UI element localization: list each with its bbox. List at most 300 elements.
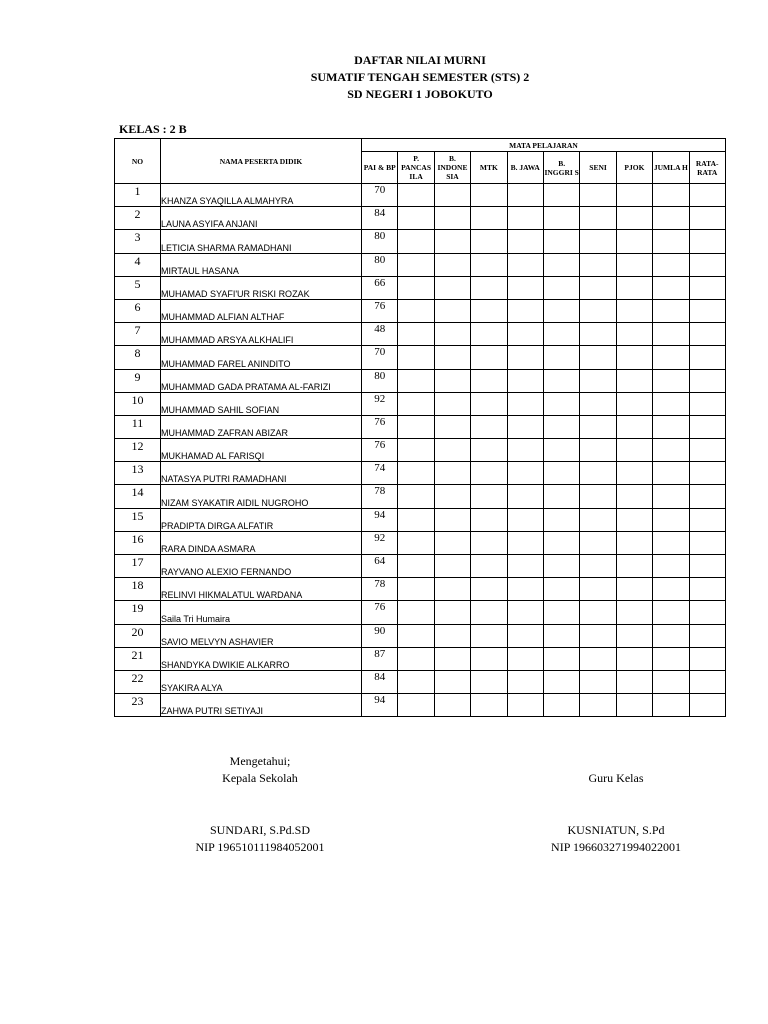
student-name: RELINVI HIKMALATUL WARDANA (161, 578, 362, 601)
document-header (0, 52, 768, 103)
student-name: MUHAMMAD ALFIAN ALTHAF (161, 299, 362, 322)
score-cell-empty (507, 462, 543, 485)
score-cell-empty (398, 184, 434, 207)
principal-role: Kepala Sekolah (222, 771, 298, 785)
score-cell-empty (653, 392, 689, 415)
score-cell-empty (689, 323, 725, 346)
table-row (115, 346, 726, 369)
student-name: NIZAM SYAKATIR AIDIL NUGROHO (161, 485, 362, 508)
score-cell-empty (543, 230, 579, 253)
score-cell-empty (689, 346, 725, 369)
score-cell-empty (616, 392, 652, 415)
score-pai: 76 (362, 439, 398, 462)
score-cell-empty (507, 415, 543, 438)
score-cell-empty (543, 624, 579, 647)
score-cell-empty (507, 670, 543, 693)
student-name: SAVIO MELVYN ASHAVIER (161, 624, 362, 647)
score-cell-empty (471, 346, 507, 369)
score-cell-empty (689, 462, 725, 485)
score-cell-empty (398, 485, 434, 508)
table-row (115, 694, 726, 717)
score-cell-empty (434, 439, 470, 462)
score-cell-empty (653, 670, 689, 693)
score-cell-empty (543, 462, 579, 485)
score-pai: 92 (362, 392, 398, 415)
document-subtitle: SUMATIF TENGAH SEMESTER (STS) 2 (310, 70, 530, 84)
score-cell-empty (398, 392, 434, 415)
table-row (115, 578, 726, 601)
score-cell-empty (398, 601, 434, 624)
score-cell-empty (434, 531, 470, 554)
header-subject: PAI & BP (362, 152, 398, 184)
score-cell-empty (434, 694, 470, 717)
score-cell-empty (616, 415, 652, 438)
row-number: 13 (115, 462, 161, 485)
score-cell-empty (507, 369, 543, 392)
score-pai: 87 (362, 647, 398, 670)
score-cell-empty (434, 508, 470, 531)
score-cell-empty (543, 670, 579, 693)
row-number: 4 (115, 253, 161, 276)
header-subject: P. PANCAS ILA (398, 152, 434, 184)
row-number: 15 (115, 508, 161, 531)
score-cell-empty (580, 415, 616, 438)
header-subject: B. INDONE SIA (434, 152, 470, 184)
row-number: 9 (115, 369, 161, 392)
student-name: MIRTAUL HASANA (161, 253, 362, 276)
header-no: NO (115, 139, 161, 184)
table-row (115, 369, 726, 392)
score-cell-empty (580, 299, 616, 322)
teacher-name: KUSNIATUN, S.Pd (567, 823, 665, 837)
score-cell-empty (434, 647, 470, 670)
score-cell-empty (471, 439, 507, 462)
student-name: PRADIPTA DIRGA ALFATIR (161, 508, 362, 531)
table-row (115, 276, 726, 299)
table-row (115, 670, 726, 693)
score-pai: 90 (362, 624, 398, 647)
score-cell-empty (398, 647, 434, 670)
score-cell-empty (434, 276, 470, 299)
score-cell-empty (507, 485, 543, 508)
score-cell-empty (653, 485, 689, 508)
score-pai: 76 (362, 601, 398, 624)
score-cell-empty (471, 555, 507, 578)
score-cell-empty (434, 184, 470, 207)
score-cell-empty (398, 230, 434, 253)
score-cell-empty (434, 207, 470, 230)
score-cell-empty (471, 392, 507, 415)
score-pai: 94 (362, 508, 398, 531)
score-cell-empty (471, 578, 507, 601)
row-number: 10 (115, 392, 161, 415)
score-cell-empty (689, 555, 725, 578)
teacher-nip: NIP 196603271994022001 (551, 840, 681, 854)
score-cell-empty (689, 369, 725, 392)
score-cell-empty (653, 578, 689, 601)
score-cell-empty (471, 601, 507, 624)
score-cell-empty (689, 392, 725, 415)
table-row (115, 462, 726, 485)
score-cell-empty (507, 207, 543, 230)
table-row (115, 555, 726, 578)
score-cell-empty (689, 647, 725, 670)
student-name: NATASYA PUTRI RAMADHANI (161, 462, 362, 485)
score-cell-empty (689, 485, 725, 508)
table-row (115, 415, 726, 438)
score-cell-empty (580, 392, 616, 415)
score-cell-empty (471, 508, 507, 531)
score-cell-empty (580, 276, 616, 299)
score-cell-empty (689, 508, 725, 531)
score-cell-empty (689, 415, 725, 438)
row-number: 11 (115, 415, 161, 438)
student-name: MUHAMAD SYAFI'UR RISKI ROZAK (161, 276, 362, 299)
score-cell-empty (543, 555, 579, 578)
score-cell-empty (543, 439, 579, 462)
score-cell-empty (398, 624, 434, 647)
score-cell-empty (507, 439, 543, 462)
score-cell-empty (507, 601, 543, 624)
row-number: 8 (115, 346, 161, 369)
header-subject: B. JAWA (507, 152, 543, 184)
table-row (115, 624, 726, 647)
score-cell-empty (507, 624, 543, 647)
row-number: 16 (115, 531, 161, 554)
document-title: DAFTAR NILAI MURNI (354, 53, 486, 67)
score-cell-empty (434, 253, 470, 276)
score-cell-empty (689, 299, 725, 322)
score-cell-empty (689, 276, 725, 299)
score-cell-empty (580, 670, 616, 693)
score-cell-empty (580, 253, 616, 276)
student-name: MUHAMMAD ARSYA ALKHALIFI (161, 323, 362, 346)
score-cell-empty (580, 485, 616, 508)
row-number: 18 (115, 578, 161, 601)
row-number: 6 (115, 299, 161, 322)
grades-body (115, 184, 726, 717)
score-cell-empty (653, 253, 689, 276)
row-number: 3 (115, 230, 161, 253)
score-cell-empty (653, 207, 689, 230)
score-cell-empty (398, 415, 434, 438)
score-cell-empty (580, 462, 616, 485)
table-row (115, 485, 726, 508)
score-cell-empty (543, 184, 579, 207)
score-cell-empty (543, 253, 579, 276)
score-cell-empty (580, 578, 616, 601)
student-name: MUHAMMAD GADA PRATAMA AL-FARIZI (161, 369, 362, 392)
score-cell-empty (689, 253, 725, 276)
score-cell-empty (471, 299, 507, 322)
student-name: MUHAMMAD FAREL ANINDITO (161, 346, 362, 369)
row-number: 22 (115, 670, 161, 693)
score-cell-empty (507, 578, 543, 601)
score-cell-empty (507, 230, 543, 253)
score-cell-empty (616, 485, 652, 508)
header-subject: RATA- RATA (689, 152, 725, 184)
score-cell-empty (434, 299, 470, 322)
score-cell-empty (434, 230, 470, 253)
score-cell-empty (507, 694, 543, 717)
score-cell-empty (616, 207, 652, 230)
score-cell-empty (616, 670, 652, 693)
score-cell-empty (653, 276, 689, 299)
row-number: 20 (115, 624, 161, 647)
row-number: 7 (115, 323, 161, 346)
score-pai: 76 (362, 415, 398, 438)
table-row (115, 230, 726, 253)
score-cell-empty (653, 647, 689, 670)
score-cell-empty (398, 578, 434, 601)
score-cell-empty (580, 369, 616, 392)
score-cell-empty (653, 323, 689, 346)
score-pai: 84 (362, 207, 398, 230)
score-cell-empty (543, 694, 579, 717)
principal-name: SUNDARI, S.Pd.SD (209, 823, 311, 837)
score-cell-empty (507, 276, 543, 299)
score-cell-empty (507, 184, 543, 207)
score-cell-empty (434, 670, 470, 693)
score-cell-empty (398, 555, 434, 578)
student-name: SHANDYKA DWIKIE ALKARRO (161, 647, 362, 670)
score-cell-empty (616, 462, 652, 485)
score-pai: 80 (362, 253, 398, 276)
score-cell-empty (398, 207, 434, 230)
score-cell-empty (398, 253, 434, 276)
score-cell-empty (580, 624, 616, 647)
score-pai: 92 (362, 531, 398, 554)
score-cell-empty (507, 253, 543, 276)
score-cell-empty (653, 508, 689, 531)
score-cell-empty (653, 624, 689, 647)
score-cell-empty (580, 346, 616, 369)
header-subject: JUMLA H (653, 152, 689, 184)
score-cell-empty (689, 531, 725, 554)
score-cell-empty (471, 670, 507, 693)
score-cell-empty (543, 601, 579, 624)
score-cell-empty (434, 601, 470, 624)
score-cell-empty (616, 601, 652, 624)
score-cell-empty (471, 369, 507, 392)
score-cell-empty (507, 555, 543, 578)
score-cell-empty (398, 369, 434, 392)
score-cell-empty (398, 694, 434, 717)
table-row (115, 253, 726, 276)
score-cell-empty (616, 647, 652, 670)
score-cell-empty (543, 531, 579, 554)
header-subject: B. INGGRI S (543, 152, 579, 184)
score-cell-empty (653, 555, 689, 578)
score-cell-empty (616, 184, 652, 207)
score-cell-empty (543, 323, 579, 346)
student-name: MUKHAMAD AL FARISQI (161, 439, 362, 462)
table-row (115, 647, 726, 670)
score-cell-empty (616, 694, 652, 717)
header-subject: MTK (471, 152, 507, 184)
table-row (115, 299, 726, 322)
score-cell-empty (507, 508, 543, 531)
score-cell-empty (507, 346, 543, 369)
table-row (115, 184, 726, 207)
row-number: 23 (115, 694, 161, 717)
score-cell-empty (616, 323, 652, 346)
score-cell-empty (580, 601, 616, 624)
score-cell-empty (507, 531, 543, 554)
score-pai: 84 (362, 670, 398, 693)
score-cell-empty (434, 578, 470, 601)
score-cell-empty (580, 531, 616, 554)
score-cell-empty (580, 184, 616, 207)
student-name: RARA DINDA ASMARA (161, 531, 362, 554)
score-pai: 78 (362, 485, 398, 508)
teacher-role: Guru Kelas (588, 771, 644, 785)
table-row (115, 323, 726, 346)
score-cell-empty (543, 369, 579, 392)
grades-table (114, 138, 726, 717)
score-cell-empty (434, 462, 470, 485)
score-cell-empty (653, 601, 689, 624)
score-cell-empty (398, 462, 434, 485)
score-cell-empty (471, 647, 507, 670)
score-cell-empty (580, 230, 616, 253)
score-pai: 64 (362, 555, 398, 578)
score-cell-empty (653, 369, 689, 392)
student-name: KHANZA SYAQILLA ALMAHYRA (161, 184, 362, 207)
score-cell-empty (580, 439, 616, 462)
row-number: 21 (115, 647, 161, 670)
header-subjects-group: MATA PELAJARAN (362, 139, 726, 152)
score-cell-empty (507, 323, 543, 346)
score-cell-empty (616, 555, 652, 578)
score-cell-empty (653, 439, 689, 462)
student-name: Saila Tri Humaira (161, 601, 362, 624)
score-cell-empty (580, 647, 616, 670)
score-cell-empty (580, 694, 616, 717)
row-number: 14 (115, 485, 161, 508)
score-cell-empty (434, 624, 470, 647)
row-number: 1 (115, 184, 161, 207)
score-cell-empty (580, 323, 616, 346)
score-cell-empty (507, 392, 543, 415)
score-pai: 80 (362, 230, 398, 253)
score-cell-empty (434, 555, 470, 578)
score-cell-empty (580, 207, 616, 230)
score-cell-empty (689, 207, 725, 230)
score-cell-empty (434, 369, 470, 392)
score-cell-empty (689, 439, 725, 462)
student-name: SYAKIRA ALYA (161, 670, 362, 693)
score-cell-empty (471, 184, 507, 207)
score-cell-empty (543, 299, 579, 322)
student-name: MUHAMMAD SAHIL SOFIAN (161, 392, 362, 415)
score-pai: 80 (362, 369, 398, 392)
score-cell-empty (653, 531, 689, 554)
score-cell-empty (653, 299, 689, 322)
student-name: MUHAMMAD ZAFRAN ABIZAR (161, 415, 362, 438)
score-cell-empty (616, 439, 652, 462)
score-cell-empty (471, 485, 507, 508)
table-row (115, 207, 726, 230)
score-cell-empty (653, 346, 689, 369)
score-cell-empty (580, 555, 616, 578)
score-cell-empty (689, 694, 725, 717)
acknowledged-label: Mengetahui; (229, 754, 291, 768)
header-name: NAMA PESERTA DIDIK (161, 139, 362, 184)
score-cell-empty (471, 624, 507, 647)
score-cell-empty (543, 647, 579, 670)
score-cell-empty (398, 346, 434, 369)
score-cell-empty (616, 253, 652, 276)
score-cell-empty (398, 299, 434, 322)
score-cell-empty (471, 276, 507, 299)
score-cell-empty (471, 207, 507, 230)
score-cell-empty (471, 531, 507, 554)
score-cell-empty (471, 230, 507, 253)
header-subject: SENI (580, 152, 616, 184)
score-cell-empty (616, 578, 652, 601)
score-cell-empty (543, 415, 579, 438)
student-name: LETICIA SHARMA RAMADHANI (161, 230, 362, 253)
student-name: RAYVANO ALEXIO FERNANDO (161, 555, 362, 578)
score-cell-empty (653, 184, 689, 207)
score-cell-empty (689, 670, 725, 693)
score-cell-empty (580, 508, 616, 531)
score-cell-empty (543, 276, 579, 299)
score-cell-empty (653, 415, 689, 438)
score-cell-empty (398, 670, 434, 693)
score-cell-empty (434, 485, 470, 508)
score-pai: 76 (362, 299, 398, 322)
header-subject: PJOK (616, 152, 652, 184)
score-cell-empty (543, 346, 579, 369)
score-cell-empty (471, 694, 507, 717)
score-cell-empty (616, 346, 652, 369)
score-pai: 74 (362, 462, 398, 485)
signature-principal (160, 753, 360, 787)
score-cell-empty (543, 207, 579, 230)
score-pai: 66 (362, 276, 398, 299)
score-cell-empty (471, 462, 507, 485)
score-cell-empty (689, 624, 725, 647)
signature-teacher-name-block (516, 822, 716, 856)
score-cell-empty (471, 253, 507, 276)
score-cell-empty (398, 323, 434, 346)
score-cell-empty (434, 323, 470, 346)
student-name: LAUNA ASYIFA ANJANI (161, 207, 362, 230)
score-cell-empty (616, 230, 652, 253)
signature-principal-name-block (160, 822, 360, 856)
score-cell-empty (434, 392, 470, 415)
row-number: 5 (115, 276, 161, 299)
score-cell-empty (434, 415, 470, 438)
row-number: 2 (115, 207, 161, 230)
score-cell-empty (434, 346, 470, 369)
table-row (115, 439, 726, 462)
score-cell-empty (689, 578, 725, 601)
score-cell-empty (398, 439, 434, 462)
class-label: KELAS : 2 B (119, 122, 187, 136)
score-cell-empty (543, 508, 579, 531)
signature-teacher (516, 770, 716, 787)
score-cell-empty (507, 647, 543, 670)
score-cell-empty (471, 415, 507, 438)
score-cell-empty (653, 694, 689, 717)
score-cell-empty (543, 392, 579, 415)
score-cell-empty (398, 508, 434, 531)
table-row (115, 392, 726, 415)
score-pai: 94 (362, 694, 398, 717)
